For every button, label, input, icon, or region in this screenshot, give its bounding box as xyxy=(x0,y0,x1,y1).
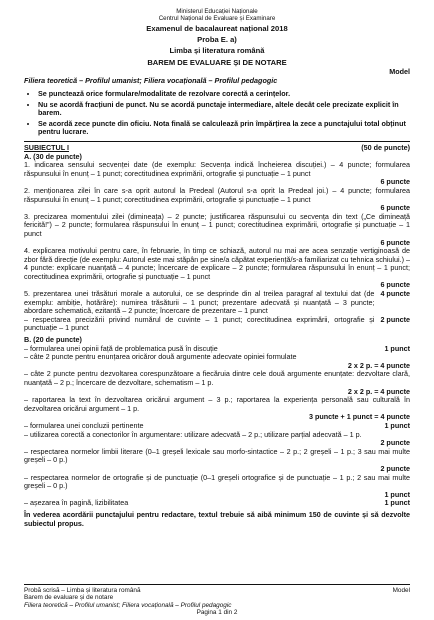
item-b-row xyxy=(24,499,410,508)
item-a3: 3. precizarea momentului zilei (dimineața) – 2 puncte; justificarea răspunsului cu secvența din text („Ce dimineață fericită!”) – 2 puncte; formularea răspunsului în enunț – 1 punct; corectitudinea exprimării, ortografie și punctuație – 1 punct xyxy=(24,211,410,238)
footer-row xyxy=(24,587,410,594)
item-b4: – raportarea la text în dezvoltarea oricărui argument – 3 p.; raportarea la experiența personală sau culturală în dezvoltarea oricărui argument – 1 p. xyxy=(24,395,410,413)
rule-item: • Nu se acordă fracțiuni de punct. Nu se acordă punctaje intermediare, altele decât cele precizate explicit în barem. xyxy=(38,101,410,118)
item-b6: – utilizarea corectă a conectorilor în argumentare: utilizare adecvată – 2 p.; utilizare parțial adecvată – 1 p. xyxy=(24,429,362,439)
section-b-heading: B. (20 de puncte) xyxy=(24,335,82,345)
item-b1-score: 1 punct xyxy=(384,343,410,353)
profile-line: Filiera teoretică – Profilul umanist; Filiera vocațională – Profilul pedagogic xyxy=(24,76,278,86)
page-number: Pagina 1 din 2 xyxy=(196,609,238,617)
section-a-heading: A. (30 de puncte) xyxy=(24,151,82,161)
item-a4-score: 6 puncte xyxy=(380,280,410,290)
item-b9-score: 1 punct xyxy=(384,498,410,508)
item-b1: – formularea unei opinii față de problematica pusă în discuție xyxy=(24,343,218,353)
footer-model: Model xyxy=(392,587,410,594)
subject-points: (50 de puncte) xyxy=(361,142,410,152)
item-a3-score: 6 puncte xyxy=(380,237,410,247)
page-footer xyxy=(24,584,410,617)
item-b9: – așezarea în pagină, lizibilitatea xyxy=(24,498,129,508)
barem-title: BAREM DE EVALUARE ȘI DE NOTARE xyxy=(147,57,287,67)
item-a5-row xyxy=(24,290,410,316)
exam-title: Examenul de bacalaureat național 2018 xyxy=(146,24,288,33)
item-a5-inline-score: 4 puncte xyxy=(380,289,410,299)
item-b6-score: 2 puncte xyxy=(380,438,410,448)
item-b3: – câte 2 puncte pentru dezvoltarea corespunzătoare a fiecăruia dintre cele două argumente enunțate: dezvoltare clară, nuanțată – 2 p.; încercare de dezvoltare, schematism – 1 p. xyxy=(24,369,410,387)
item-a2: 2. menționarea zilei în care s-a oprit autorul la Predeal (Autorul s-a oprit la Predeal joi.) – 4 puncte; formularea răspunsului în enunț – 1 punct; corectitudinea exprimării, ortografie și punctuație – 1 punct xyxy=(24,185,410,204)
item-b2: – câte 2 puncte pentru enunțarea oricăror două argumente adecvate opiniei formulate xyxy=(24,352,297,362)
item-b5-score: 1 punct xyxy=(384,420,410,430)
center-name: Centrul Național de Evaluare și Examinare xyxy=(158,15,276,22)
footer-line3: Filiera teoretică – Profilul umanist; Filiera vocațională – Profilul pedagogic xyxy=(24,601,232,609)
item-a5b: – respectarea precizării privind numărul de cuvinte – 1 punct; corectitudinea exprimării, ortografie și punctuație – 1 punct xyxy=(24,314,375,333)
subject-title: Limba și literatura română xyxy=(169,46,265,56)
item-a4: 4. explicarea motivului pentru care, în februarie, în timp ce schiază, autorul nu mai are acea senzație vertiginoasă de zbor fără direcție (de exemplu: Autorul este mai stăpân pe sine/a căpătat experiență/s-a familiarizat cu tehnica schiului.) – 4 puncte: explicare nuanțată – 4 puncte; încercare de explicare – 2 puncte; formularea răspunsului în enunț – 1 punct; corectitudinea exprimării, ortografie și punctuație – 1 punct xyxy=(24,246,410,281)
footer-line2: Barem de evaluare și de notare xyxy=(24,594,114,602)
proba-title: Proba E. a) xyxy=(197,35,237,45)
item-b3-score: 2 x 2 p. = 4 puncte xyxy=(347,386,410,396)
item-a2-score: 6 puncte xyxy=(380,203,410,213)
rule-item: • Se punctează orice formulare/modalitate de rezolvare corectă a cerințelor. xyxy=(38,90,410,99)
ministry-name: Ministerul Educației Naționale xyxy=(176,8,258,15)
item-a5: 5. prezentarea unei trăsături morale a autorului, ce se desprinde din al treilea paragraf al textului dat (de exemplu: ambiție, hotărâre): numirea trăsăturii – 1 punct; prezentare adecvată și nuanțată – 3 puncte; abordare schematică, ezitantă – 2 puncte; încercare de prezentare – 1 punct xyxy=(24,289,375,316)
item-b5: – formularea unei concluzii pertinente xyxy=(24,420,144,430)
item-b8-score: 1 punct xyxy=(384,489,410,499)
rule-item: • Se acordă zece puncte din oficiu. Nota finală se calculează prin împărțirea la zece a punctajului total obținut pentru lucrare. xyxy=(38,120,410,137)
footer-line1: Probă scrisă – Limba și literatura română xyxy=(24,587,141,594)
item-b4-score: 3 puncte + 1 punct = 4 puncte xyxy=(308,412,410,422)
rules-list xyxy=(24,90,410,137)
item-b7-score: 2 puncte xyxy=(380,463,410,473)
subject-title-1: SUBIECTUL I xyxy=(24,142,69,152)
item-a1: 1. indicarea sensului secvenței date (de exemplu: Secvența indică încheierea discuției.) – 4 puncte; formularea răspunsului în enunț – 1 punct; corectitudinea exprimării, ortografie și punctuație – 1 punct xyxy=(24,160,410,178)
item-b7: – respectarea normelor limbii literare (0–1 greșeli lexicale sau morfo-sintactice – 2 p.; 2 greșeli – 1 p.; 3 sau mai multe greșeli – 0 p.) xyxy=(24,446,410,465)
model-label: Model xyxy=(389,66,410,76)
item-a1-score: 6 puncte xyxy=(380,177,410,187)
item-a5b-score: 2 puncte xyxy=(380,314,410,324)
final-note: În vederea acordării punctajului pentru redactare, textul trebuie să aibă minimum 150 de cuvinte și să dezvolte subiectul propus. xyxy=(24,509,410,528)
item-b8: – respectarea normelor de ortografie și de punctuație (0–1 greșeli ortografice și de punctuație – 1 p.; 2 sau mai multe greșeli – 0 p.) xyxy=(24,472,410,491)
subject-heading xyxy=(24,141,410,153)
item-b2-score: 2 x 2 p. = 4 puncte xyxy=(347,360,410,370)
item-a5b-row xyxy=(24,316,410,333)
